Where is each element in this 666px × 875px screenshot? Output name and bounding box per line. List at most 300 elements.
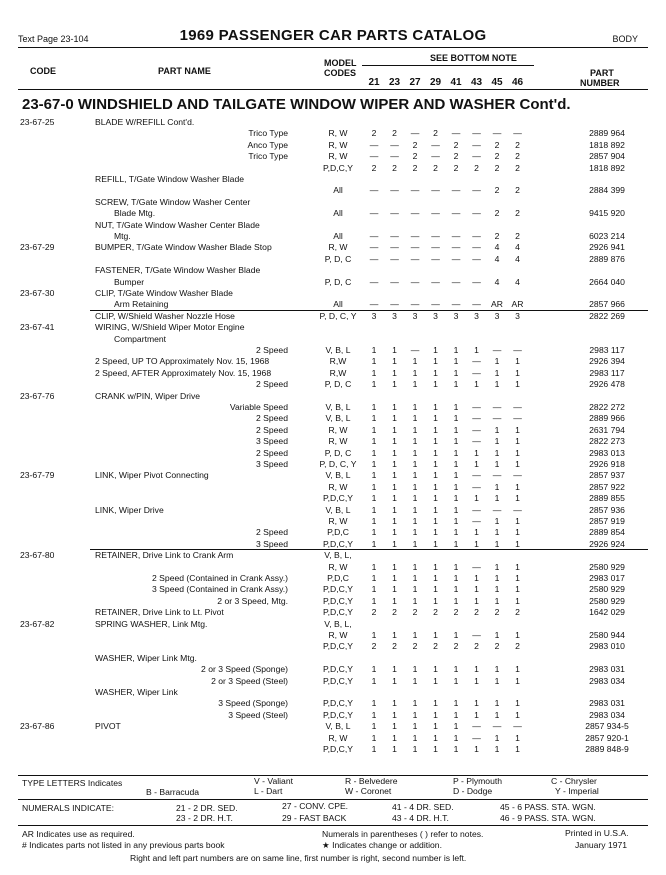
quantity-cell: — xyxy=(451,208,461,219)
quantity-cell: 1 xyxy=(453,493,459,504)
variant: 2 or 3 Speed (Steel) xyxy=(211,675,288,686)
type-letters-label: TYPE LETTERS Indicates xyxy=(22,778,123,788)
model-codes: R, W xyxy=(328,151,348,162)
quantity-cell: 1 xyxy=(371,732,377,743)
quantity-cell: 2 xyxy=(433,641,438,652)
quantity-cell: 1 xyxy=(433,447,438,458)
quantity-cell: — xyxy=(390,299,399,310)
part-number: 6023 214 xyxy=(589,231,625,241)
quantity-cell: 1 xyxy=(494,379,500,390)
part-number: 2822 272 xyxy=(589,402,625,412)
quantity-cell: 1 xyxy=(474,493,479,504)
quantity-cell: 1 xyxy=(412,675,418,686)
part-number: 2857 937 xyxy=(589,470,625,481)
quantity-cell: 2 xyxy=(433,162,438,173)
note-hash: # Indicates parts not listed in any previous parts book xyxy=(22,840,225,850)
quantity-cell: 1 xyxy=(433,504,438,515)
quantity-cell: — xyxy=(472,516,481,526)
quantity-cell: 1 xyxy=(515,516,520,526)
quantity-cell: 1 xyxy=(371,744,377,754)
quantity-cell: 2 xyxy=(453,607,459,618)
quantity-cell: 1 xyxy=(494,732,500,743)
quantity-cell: 1 xyxy=(433,744,438,754)
quantity-cell: 1 xyxy=(371,698,377,709)
part-number: 1818 892 xyxy=(589,162,625,173)
quantity-cell: — xyxy=(410,276,420,287)
quantity-cell: 1 xyxy=(433,675,438,686)
table-row xyxy=(0,630,666,641)
variant: 3 Speed (Sponge) xyxy=(218,698,288,709)
quantity-cell: AR xyxy=(511,299,524,310)
quantity-cell: 1 xyxy=(371,367,377,378)
quantity-cell: 1 xyxy=(433,493,438,504)
quantity-cell: 1 xyxy=(433,527,438,538)
quantity-cell: 2 xyxy=(412,162,418,173)
part-name: RETAINER, Drive Link to Crank Arm xyxy=(95,550,234,561)
quantity-cell: — xyxy=(472,253,481,264)
quantity-cell: — xyxy=(390,185,399,196)
quantity-cell: — xyxy=(472,436,481,447)
quantity-cell: 1 xyxy=(433,424,438,435)
quantity-cell: — xyxy=(410,185,420,196)
quantity-cell: 1 xyxy=(494,698,500,709)
quantity-cell: 1 xyxy=(453,675,459,686)
model-codes: R, W xyxy=(328,516,348,526)
quantity-cell: 1 xyxy=(371,538,377,549)
quantity-cell: 1 xyxy=(412,744,418,754)
quantity-cell: 2 xyxy=(474,641,479,652)
quantity-cell: — xyxy=(472,139,481,150)
model-codes: R, W xyxy=(328,561,348,572)
quantity-cell: — xyxy=(492,470,502,481)
table-row xyxy=(0,391,666,402)
part-name: SPRING WASHER, Link Mtg. xyxy=(95,618,208,629)
quantity-cell: — xyxy=(410,253,420,264)
table-row xyxy=(0,505,666,516)
part-number: 2926 941 xyxy=(589,242,625,253)
quantity-cell: 1 xyxy=(474,595,479,606)
quantity-cell: — xyxy=(369,253,379,264)
quantity-cell: — xyxy=(472,356,481,367)
model-codes: P,D,C,Y xyxy=(323,493,353,504)
quantity-cell: — xyxy=(410,128,420,139)
quantity-cell: — xyxy=(451,128,461,139)
quantity-cell: 1 xyxy=(392,664,397,675)
quantity-cell: 1 xyxy=(392,595,397,606)
quantity-cell: 1 xyxy=(412,630,418,640)
type-letter: W - Coronet xyxy=(345,786,392,796)
quantity-cell: — xyxy=(472,561,481,572)
part-name: Mtg. xyxy=(114,231,131,241)
quantity-cell: 1 xyxy=(371,459,377,469)
quantity-cell: — xyxy=(451,242,461,253)
quantity-cell: 1 xyxy=(412,721,418,732)
quantity-cell: 1 xyxy=(412,447,418,458)
model-codes: P, D, C, Y xyxy=(319,310,357,321)
catalog-title: 1969 PASSENGER CAR PARTS CATALOG xyxy=(179,27,487,44)
quantity-cell: 1 xyxy=(474,675,479,686)
model-codes: V, B, L xyxy=(325,504,351,515)
model-codes: R,W xyxy=(329,367,347,378)
variant: 3 Speed xyxy=(255,459,288,469)
quantity-cell: 1 xyxy=(371,573,377,583)
table-row xyxy=(0,676,666,687)
quantity-cell: 1 xyxy=(515,447,520,458)
table-row xyxy=(0,493,666,504)
quantity-cell: 1 xyxy=(392,527,397,538)
quantity-cell: 1 xyxy=(392,584,397,595)
model-codes: All xyxy=(333,185,343,196)
quantity-cell: — xyxy=(513,128,522,139)
model-codes: P,D,C xyxy=(327,573,349,583)
quantity-cell: 1 xyxy=(515,356,520,367)
item-code: 23-67-80 xyxy=(20,550,55,561)
part-name: WASHER, Wiper Link xyxy=(95,687,178,697)
quantity-cell: 1 xyxy=(494,493,500,504)
quantity-cell: 2 xyxy=(412,607,418,618)
quantity-cell: 1 xyxy=(494,481,500,492)
part-number: 2926 394 xyxy=(589,356,625,367)
quantity-cell: 1 xyxy=(494,664,500,675)
quantity-cell: 3 xyxy=(392,310,397,321)
quantity-cell: 1 xyxy=(433,664,438,675)
part-number: 2580 944 xyxy=(589,630,625,640)
variant: 3 Speed xyxy=(255,436,288,447)
quantity-cell: — xyxy=(492,128,502,139)
quantity-cell: 1 xyxy=(371,709,377,720)
quantity-cell: 4 xyxy=(494,253,500,264)
model-codes: All xyxy=(333,208,343,219)
quantity-cell: 1 xyxy=(453,664,459,675)
quantity-cell: 2 xyxy=(392,162,397,173)
quantity-cell: 2 xyxy=(453,162,459,173)
quantity-cell: 1 xyxy=(371,516,377,526)
quantity-cell: — xyxy=(492,721,502,732)
part-number: 2983 031 xyxy=(589,664,625,675)
quantity-cell: 1 xyxy=(453,470,459,481)
table-row xyxy=(0,607,666,618)
quantity-cell: 1 xyxy=(433,367,438,378)
quantity-cell: — xyxy=(451,185,461,196)
quantity-cell: 3 xyxy=(474,310,479,321)
quantity-cell: 1 xyxy=(453,424,459,435)
quantity-cell: — xyxy=(390,151,399,162)
quantity-cell: 2 xyxy=(412,641,418,652)
quantity-cell: 1 xyxy=(392,345,397,355)
table-row xyxy=(0,220,666,231)
quantity-cell: — xyxy=(492,402,502,412)
variant: 2 Speed (Contained in Crank Assy.) xyxy=(152,573,288,583)
quantity-cell: 2 xyxy=(453,139,459,150)
quantity-cell: 3 xyxy=(412,310,418,321)
quantity-cell: 1 xyxy=(453,379,459,390)
col-part-name: PART NAME xyxy=(158,66,211,76)
table-row xyxy=(0,425,666,436)
model-codes: P, D, C xyxy=(324,253,352,264)
model-codes: V, B, L xyxy=(325,721,351,732)
variant: 3 Speed (Steel) xyxy=(228,709,288,720)
quantity-cell: 1 xyxy=(412,436,418,447)
model-number-header: 27 xyxy=(409,77,421,88)
quantity-cell: 1 xyxy=(453,744,459,754)
model-codes: All xyxy=(333,299,343,310)
quantity-cell: — xyxy=(369,242,379,253)
part-number: 2983 010 xyxy=(589,641,625,652)
part-number: 2857 936 xyxy=(589,504,625,515)
quantity-cell: 1 xyxy=(453,595,459,606)
quantity-cell: 1 xyxy=(371,345,377,355)
quantity-cell: — xyxy=(390,242,399,253)
quantity-cell: 1 xyxy=(515,436,520,447)
quantity-cell: 1 xyxy=(453,516,459,526)
table-row xyxy=(0,527,666,538)
quantity-cell: — xyxy=(472,630,481,640)
numeral: 29 - FAST BACK xyxy=(282,813,347,823)
quantity-cell: 1 xyxy=(371,436,377,447)
part-name: Bumper xyxy=(114,276,145,287)
part-number: 1642 029 xyxy=(589,607,625,618)
table-row xyxy=(0,619,666,630)
col-code: CODE xyxy=(30,66,57,76)
quantity-cell: 2 xyxy=(494,151,500,162)
quantity-cell: 1 xyxy=(453,584,459,595)
quantity-cell: 1 xyxy=(412,538,418,549)
model-number-header: 23 xyxy=(388,77,401,88)
quantity-cell: 2 xyxy=(371,128,377,139)
quantity-cell: 1 xyxy=(392,356,397,367)
quantity-cell: 1 xyxy=(453,413,459,424)
quantity-cell: — xyxy=(410,242,420,253)
quantity-cell: 1 xyxy=(433,709,438,720)
model-codes: P,D,C,Y xyxy=(323,162,353,173)
part-name: 2 Speed, AFTER Approximately Nov. 15, 1968 xyxy=(95,367,272,378)
quantity-cell: 1 xyxy=(474,379,479,390)
quantity-cell: 1 xyxy=(371,447,377,458)
quantity-cell: 2 xyxy=(474,162,479,173)
quantity-cell: 1 xyxy=(474,345,479,355)
quantity-cell: 2 xyxy=(515,151,520,162)
part-number: 2983 013 xyxy=(589,447,625,458)
part-number: 2580 929 xyxy=(589,584,625,595)
part-number: 2580 929 xyxy=(589,595,625,606)
table-row xyxy=(0,254,666,265)
quantity-cell: 1 xyxy=(371,630,377,640)
quantity-cell: — xyxy=(369,185,379,196)
part-number: 2889 966 xyxy=(589,413,625,424)
quantity-cell: — xyxy=(431,276,440,287)
quantity-cell: — xyxy=(431,253,440,264)
table-row xyxy=(0,117,666,128)
quantity-cell: 1 xyxy=(433,402,438,412)
quantity-cell: — xyxy=(472,504,481,515)
table-row xyxy=(0,151,666,162)
variant: 2 Speed xyxy=(255,379,288,390)
quantity-cell: 2 xyxy=(371,641,377,652)
quantity-cell: — xyxy=(472,185,481,196)
variant: 2 Speed xyxy=(255,345,288,355)
quantity-cell: 1 xyxy=(453,436,459,447)
quantity-cell: 1 xyxy=(433,698,438,709)
note-right-left: Right and left part numbers are on same line, first number is right, second number is left. xyxy=(130,853,467,863)
item-code: 23-67-79 xyxy=(20,470,55,481)
note-ar: AR Indicates use as required. xyxy=(22,829,135,839)
quantity-cell: — xyxy=(390,231,399,241)
model-codes: V, B, L xyxy=(325,470,351,481)
part-number: 2857 904 xyxy=(589,151,625,162)
quantity-cell: 1 xyxy=(433,573,438,583)
quantity-cell: 2 xyxy=(515,231,520,241)
type-letter: B - Barracuda xyxy=(146,787,200,797)
part-name: CLIP, T/Gate Window Washer Blade xyxy=(95,288,233,298)
table-row xyxy=(0,653,666,664)
table-row xyxy=(0,402,666,413)
quantity-cell: 2 xyxy=(494,231,500,241)
quantity-cell: 1 xyxy=(494,595,500,606)
quantity-cell: 1 xyxy=(433,345,438,355)
quantity-cell: — xyxy=(472,367,481,378)
quantity-cell: 2 xyxy=(392,128,397,139)
quantity-cell: — xyxy=(390,139,399,150)
part-name: RETAINER, Drive Link to Lt. Pivot xyxy=(95,607,224,618)
quantity-cell: 1 xyxy=(392,424,397,435)
model-number-header: 29 xyxy=(429,77,442,88)
table-row xyxy=(0,550,666,561)
table-row xyxy=(0,573,666,584)
quantity-cell: 1 xyxy=(412,698,418,709)
section-title: 23-67-0 WINDSHIELD AND TAILGATE WINDOW WIPER AND WASHER Cont'd. xyxy=(22,96,571,113)
table-row xyxy=(0,562,666,573)
quantity-cell: 2 xyxy=(433,607,438,618)
quantity-cell: — xyxy=(472,413,481,424)
variant: 3 Speed xyxy=(255,538,288,549)
model-codes: R, W xyxy=(328,436,348,447)
quantity-cell: 1 xyxy=(433,561,438,572)
quantity-cell: 1 xyxy=(371,402,377,412)
numeral: 21 - 2 DR. SED. xyxy=(176,803,238,813)
table-row xyxy=(0,721,666,732)
table-row xyxy=(0,584,666,595)
variant: Anco Type xyxy=(247,139,288,150)
quantity-cell: 2 xyxy=(494,185,500,196)
quantity-cell: 4 xyxy=(515,242,520,253)
variant: 2 Speed xyxy=(255,424,288,435)
table-row xyxy=(0,368,666,379)
model-number-header: 46 xyxy=(511,77,524,88)
quantity-cell: — xyxy=(472,208,481,219)
quantity-cell: 2 xyxy=(515,641,520,652)
quantity-cell: 1 xyxy=(453,538,459,549)
model-codes: P,D,C,Y xyxy=(323,675,353,686)
quantity-cell: 1 xyxy=(392,436,397,447)
quantity-cell: 1 xyxy=(453,459,459,469)
quantity-cell: 2 xyxy=(515,139,520,150)
quantity-cell: 1 xyxy=(371,504,377,515)
part-name: CRANK w/PIN, Wiper Drive xyxy=(95,390,201,401)
quantity-cell: 2 xyxy=(515,607,520,618)
quantity-cell: 4 xyxy=(515,276,520,287)
quantity-cell: 1 xyxy=(371,664,377,675)
model-codes: P,D,C,Y xyxy=(323,709,353,720)
quantity-cell: — xyxy=(513,402,522,412)
variant: Variable Speed xyxy=(229,402,288,412)
table-row xyxy=(0,345,666,356)
table-row xyxy=(0,197,666,208)
table-row xyxy=(0,356,666,367)
type-letter: L - Dart xyxy=(254,786,283,796)
quantity-cell: — xyxy=(369,276,379,287)
quantity-cell: 2 xyxy=(412,139,418,150)
part-number: 2889 854 xyxy=(589,527,625,538)
part-name: Compartment xyxy=(114,333,167,344)
quantity-cell: — xyxy=(451,231,461,241)
model-codes: P,D,C,Y xyxy=(323,641,353,652)
model-codes: R, W xyxy=(328,139,348,150)
table-row xyxy=(0,334,666,345)
model-codes: All xyxy=(333,231,343,241)
part-name: REFILL, T/Gate Window Washer Blade xyxy=(95,174,245,184)
quantity-cell: 1 xyxy=(433,516,438,526)
quantity-cell: — xyxy=(431,299,440,310)
table-row xyxy=(0,482,666,493)
quantity-cell: 1 xyxy=(412,424,418,435)
table-row xyxy=(0,710,666,721)
model-codes: P, D, C xyxy=(324,447,352,458)
quantity-cell: — xyxy=(369,139,379,150)
part-name: 2 Speed, UP TO Approximately Nov. 15, 1968 xyxy=(95,356,270,367)
quantity-cell: 1 xyxy=(371,584,377,595)
quantity-cell: 1 xyxy=(371,356,377,367)
table-row xyxy=(0,163,666,174)
quantity-cell: 1 xyxy=(412,516,418,526)
part-number: 2857 919 xyxy=(589,516,625,526)
quantity-cell: — xyxy=(513,470,522,481)
quantity-cell: — xyxy=(472,276,481,287)
quantity-cell: 1 xyxy=(433,470,438,481)
quantity-cell: 1 xyxy=(494,630,500,640)
quantity-cell: 1 xyxy=(453,345,459,355)
quantity-cell: 1 xyxy=(371,561,377,572)
variant: 2 Speed xyxy=(255,527,288,538)
quantity-cell: 1 xyxy=(371,413,377,424)
quantity-cell: 2 xyxy=(371,607,377,618)
part-number: 2889 848-9 xyxy=(585,744,629,754)
quantity-cell: 1 xyxy=(392,367,397,378)
table-row xyxy=(0,208,666,219)
numeral: 23 - 2 DR. H.T. xyxy=(176,813,233,823)
variant: Trico Type xyxy=(248,128,288,139)
part-number: 2983 117 xyxy=(589,367,625,378)
quantity-cell: — xyxy=(431,151,440,162)
quantity-cell: 1 xyxy=(412,481,418,492)
part-number: 2983 031 xyxy=(589,698,625,709)
table-row xyxy=(0,470,666,481)
quantity-cell: 1 xyxy=(392,675,397,686)
part-name: BUMPER, T/Gate Window Washer Blade Stop xyxy=(95,242,272,253)
quantity-cell: 1 xyxy=(412,573,418,583)
numeral: 46 - 9 PASS. STA. WGN. xyxy=(500,813,596,823)
quantity-cell: — xyxy=(431,208,440,219)
type-letter: P - Plymouth xyxy=(453,776,503,786)
part-name: CLIP, W/Shield Washer Nozzle Hose xyxy=(95,310,235,321)
table-row xyxy=(0,664,666,675)
quantity-cell: — xyxy=(431,242,440,253)
quantity-cell: 1 xyxy=(433,459,438,469)
quantity-cell: 1 xyxy=(392,538,397,549)
part-name: FASTENER, T/Gate Window Washer Blade xyxy=(95,265,261,276)
quantity-cell: — xyxy=(431,185,440,196)
quantity-cell: — xyxy=(513,345,522,355)
quantity-cell: 1 xyxy=(494,538,500,549)
